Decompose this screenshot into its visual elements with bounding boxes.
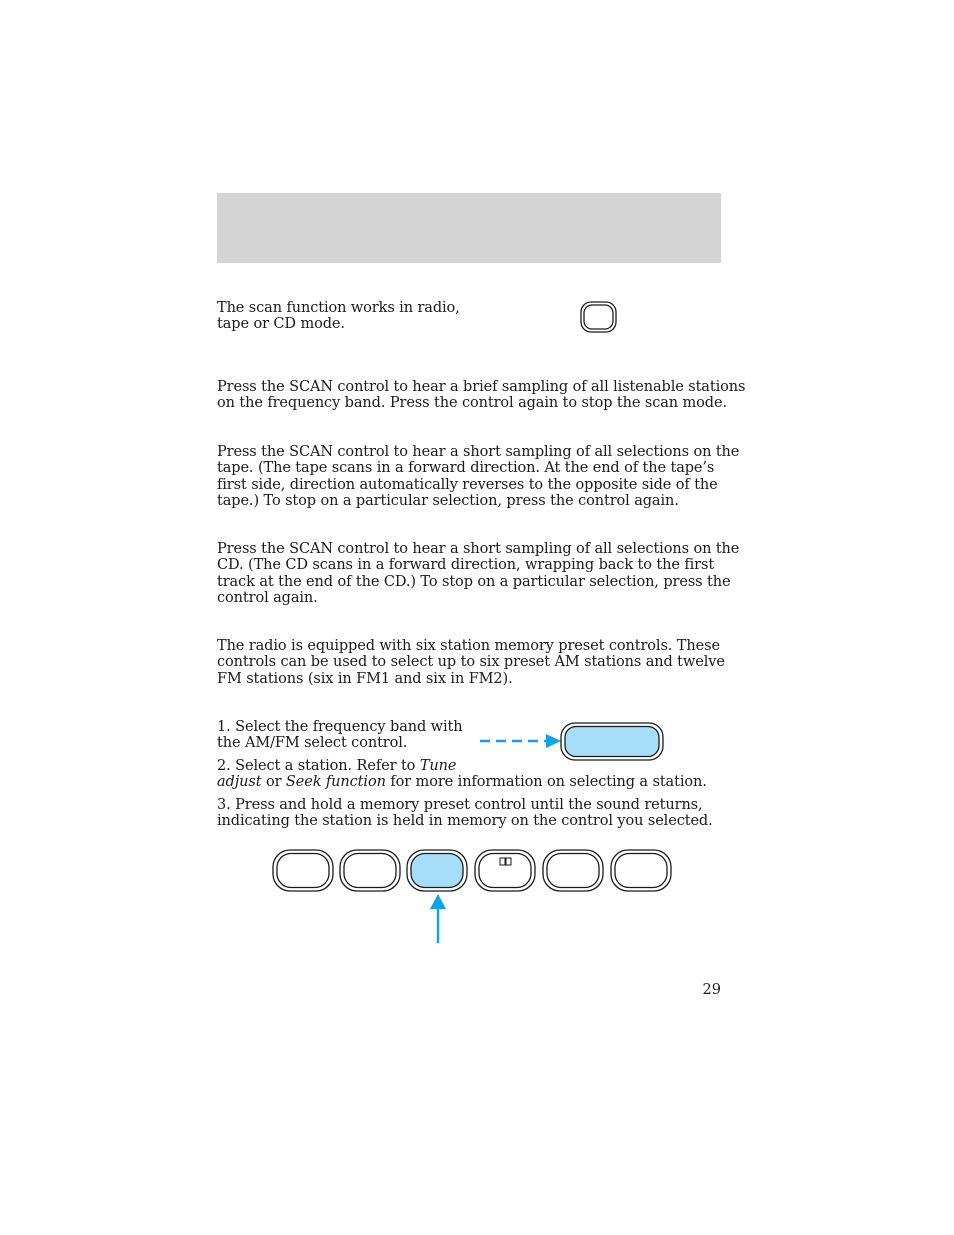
- preset-button-5: [543, 850, 603, 891]
- presets-intro-text: The radio is equipped with six station memory preset controls. These controls can be used to select up to six preset AM stations and twelve FM stations (six in FM1 and six in FM2).: [217, 638, 725, 687]
- scan-radio-text: Press the SCAN control to hear a brief sampling of all listenable stations on the frequency band. Press the control again to stop the scan mode.: [217, 379, 746, 412]
- dashed-arrow-right-icon: [478, 732, 564, 750]
- presets-step3-text: 3. Press and hold a memory preset control until the sound returns, indicating the station is held in memory on the control you selected.: [217, 797, 713, 830]
- preset-button-1: [273, 850, 333, 891]
- scan-cd-text: Press the SCAN control to hear a short sampling of all selections on the CD. (The CD scans in a forward direction, wrapping back to the first track at the end of the CD.) To stop on a particular selection, press the control again.: [217, 541, 740, 607]
- preset-button-6: [611, 850, 671, 891]
- preset-button-4: [475, 850, 535, 891]
- preset-button-2: [340, 850, 400, 891]
- page-number: 29: [702, 982, 721, 998]
- presets-step2-text: 2. Select a station. Refer to Tune adjust or Seek function for more information on selecting a station.: [217, 758, 707, 791]
- preset-buttons-icon: [271, 848, 673, 893]
- section-header-band: [217, 193, 721, 263]
- scan-button-icon: [580, 301, 617, 333]
- scan-intro-text: The scan function works in radio, tape or CD mode.: [217, 300, 460, 333]
- am-fm-select-button-icon: [560, 722, 664, 761]
- presets-step1-text: 1. Select the frequency band with the AM/FM select control.: [217, 719, 463, 752]
- arrow-up-icon: [428, 893, 448, 945]
- preset-button-3: [407, 850, 467, 891]
- scan-tape-text: Press the SCAN control to hear a short sampling of all selections on the tape. (The tape scans in a forward direction. At the end of the tape’s first side, direction automatically reverses to the opposite side of the tape.) To stop on a particular selection, press the control again.: [217, 444, 740, 510]
